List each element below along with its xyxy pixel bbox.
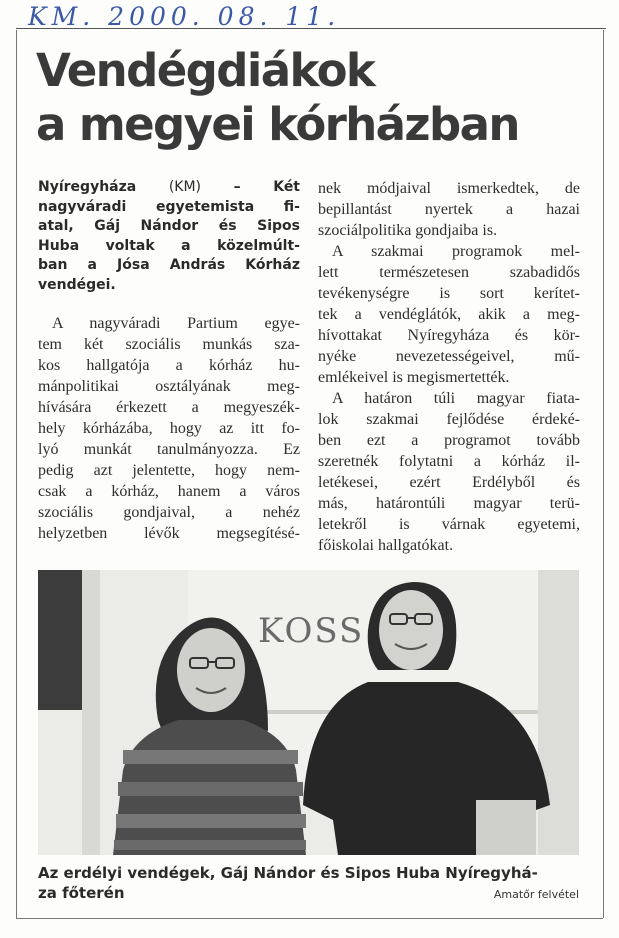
- body-line: helyzetben lévők megsegítésé-: [38, 525, 300, 542]
- body-line: hívottakat Nyíregyháza és kör-: [318, 327, 580, 344]
- caption-line-2: za főterén: [38, 884, 125, 902]
- article-photo: [38, 570, 579, 855]
- article-headline: [36, 44, 519, 152]
- dateline-location: Nyíregyháza: [38, 179, 137, 195]
- body-line: A nagyváradi Partium egye-: [52, 315, 300, 332]
- dateline-source: (KM): [168, 179, 201, 195]
- body-line: mánpolitikai osztályának meg-: [38, 378, 300, 395]
- article-column-left: [38, 178, 300, 544]
- body-line: tek a vendéglátók, akik a meg-: [318, 306, 580, 323]
- body-line: letekről is várnak egyetemi,: [318, 516, 580, 533]
- lead-paragraph: [38, 178, 300, 295]
- photo-caption: [38, 863, 579, 903]
- body-line: más, határontúli magyar terü-: [318, 495, 580, 512]
- handwritten-date-note: KM. 2000. 08. 11.: [28, 2, 341, 31]
- lead-line: atal, Gáj Nándor és Sipos: [38, 218, 300, 234]
- body-line: pedig azt jelentette, hogy nem-: [38, 462, 300, 479]
- photo-illustration: [38, 570, 579, 855]
- lead-line: [38, 178, 300, 198]
- body-line: emlékeivel is megismertették.: [318, 369, 510, 386]
- caption-line-1: Az erdélyi vendégek, Gáj Nándor és Sipos Huba Nyíregyhá-: [38, 864, 538, 882]
- article-column-right: [318, 178, 580, 556]
- headline-line-1: Vendégdiákok: [36, 44, 375, 97]
- body-line: lok szakmai fejlődése érdeké-: [318, 411, 580, 428]
- body-line: csak a kórház, hanem a város: [38, 483, 300, 500]
- body-line: szociális gondjaival, a nehéz: [38, 504, 300, 521]
- bottom-divider: [16, 918, 603, 919]
- body-line: tem két szociális munkás sza-: [38, 336, 300, 353]
- body-line: bepillantást nyertek a hazai: [318, 201, 580, 218]
- body-line: hívására érkezett a megyeszék-: [38, 399, 300, 416]
- headline-line-2: a megyei kórházban: [36, 98, 519, 151]
- body-line: lett természetesen szabadidős: [318, 264, 580, 281]
- lead-line-text: – Két: [233, 179, 300, 195]
- body-line: hely kórházába, hogy az itt fo-: [38, 420, 300, 437]
- body-line: ben ezt a programot tovább: [318, 432, 580, 449]
- photo-sign-text: KOSS: [258, 611, 365, 651]
- body-paragraph-1: [38, 313, 300, 544]
- body-line: nyéke nevezetességeivel, mű-: [318, 348, 580, 365]
- body-paragraph-1-continued: [318, 178, 580, 241]
- body-line: lyó munkát tanulmányozza. Ez: [38, 441, 300, 458]
- body-line: szeretnék folytatni a kórház il-: [318, 453, 580, 470]
- photo-credit: Amatőr felvétel: [493, 888, 579, 901]
- lead-line: nagyváradi egyetemista fi-: [38, 198, 300, 215]
- body-line: letékesei, ezért Erdélyből és: [318, 474, 580, 491]
- body-line: kos hallgatója a kórház hu-: [38, 357, 300, 374]
- photo-pillar-shadow: [38, 570, 82, 710]
- body-line: szociálpolitika gondjaiba is.: [318, 222, 498, 239]
- lead-line: vendégei.: [38, 276, 116, 293]
- lead-line: Huba voltak a közelmúlt-: [38, 237, 300, 254]
- body-line: tevékenységre is sort kerítet-: [318, 285, 580, 302]
- body-paragraph-2: [318, 241, 580, 388]
- lead-line: ban a Jósa András Kórház: [38, 257, 300, 273]
- body-line: nek módjaival ismerkedtek, de: [318, 180, 580, 197]
- body-line: A szakmai programok mel-: [332, 243, 580, 260]
- body-paragraph-3: [318, 388, 580, 556]
- body-line: A határon túli magyar fiata-: [332, 390, 580, 407]
- body-line: főiskolai hallgatókat.: [318, 537, 454, 554]
- top-divider: [16, 28, 606, 29]
